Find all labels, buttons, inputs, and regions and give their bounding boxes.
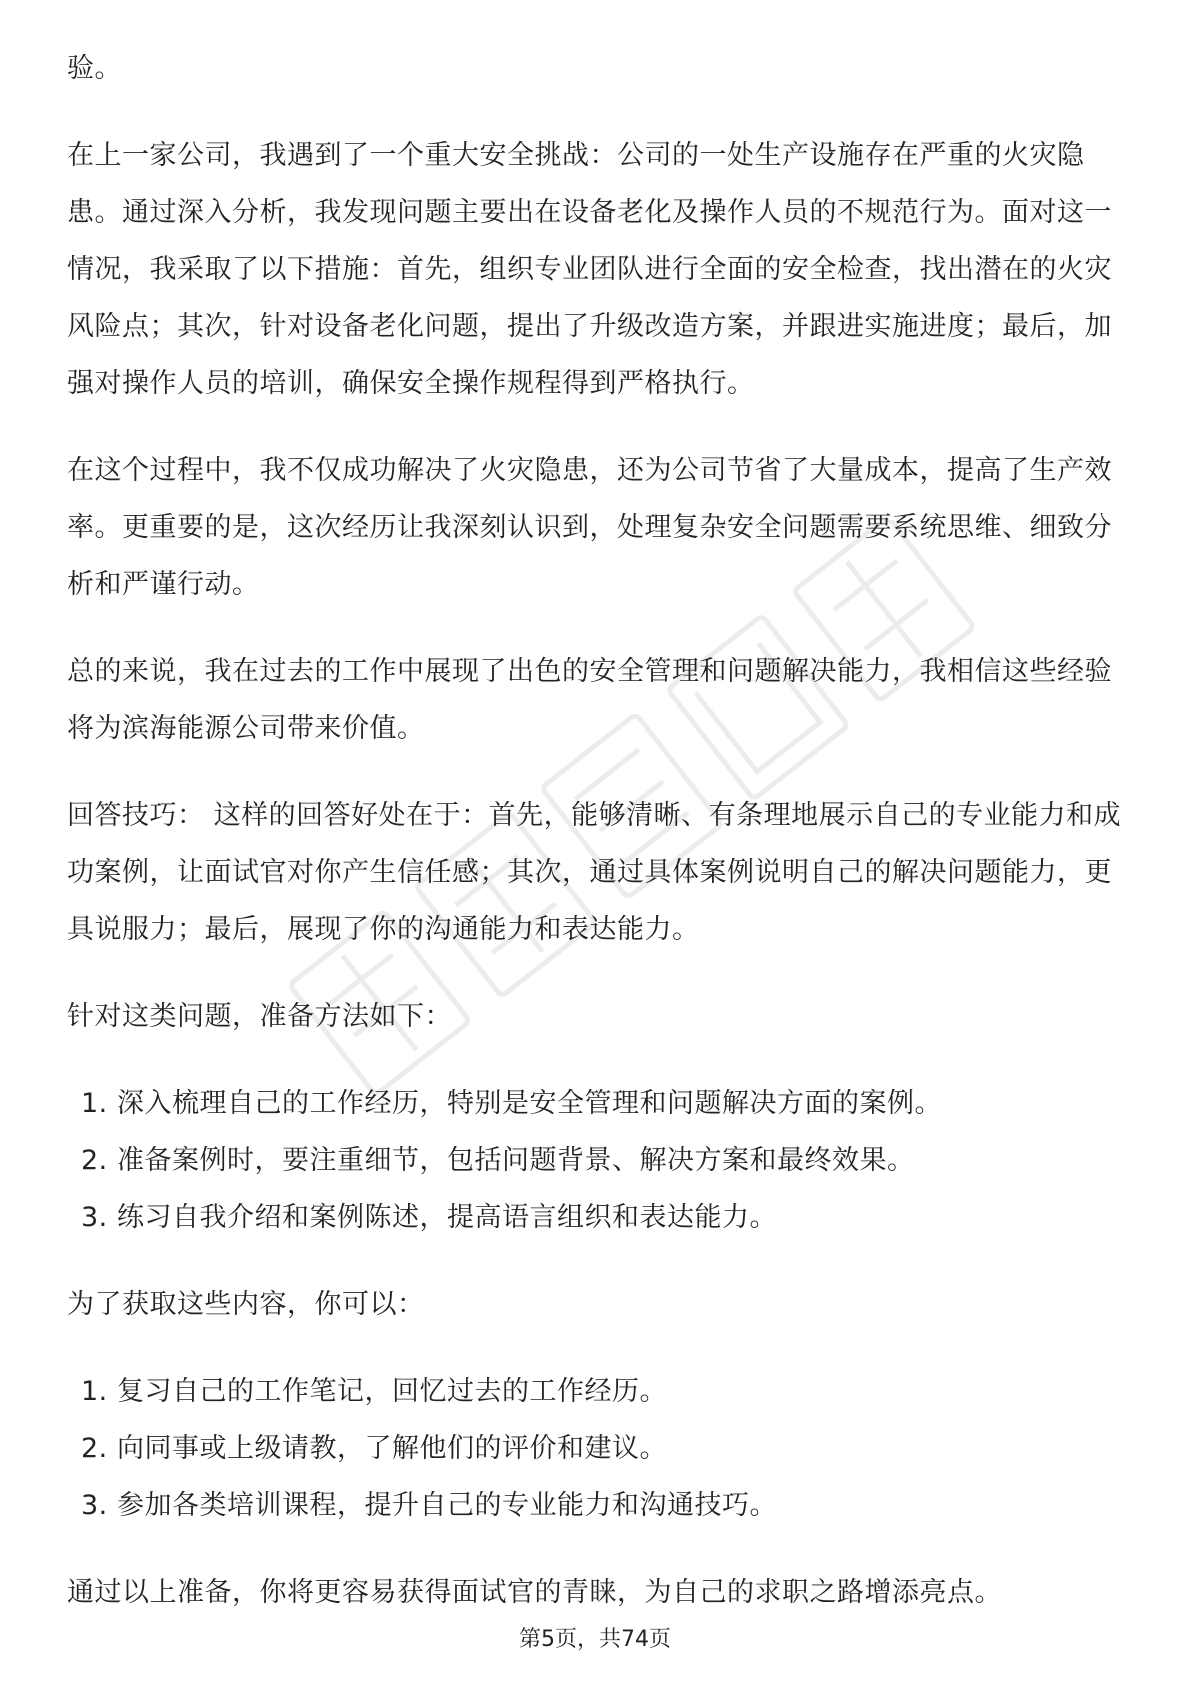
paragraph-continuation: 验。: [67, 53, 122, 84]
paragraph-acquire-intro: 为了获取这些内容，你可以：: [67, 1289, 425, 1320]
list-number: 3.: [81, 1202, 108, 1233]
list-item: [67, 1075, 1127, 1132]
paragraph-challenge: 在上一家公司，我遇到了一个重大安全挑战：公司的一处生产设施存在严重的火灾隐患。通过深入分析，我发现问题主要出在设备老化及操作人员的不规范行为。面对这一情况，我采取了以下措施：首先，组织专业团队进行全面的安全检查，找出潜在的火灾风险点；其次，针对设备老化问题，提出了升级改造方案，并跟进实施进度；最后，加强对操作人员的培训，确保安全操作规程得到严格执行。: [67, 140, 1112, 399]
list-text: 准备案例时，要注重细节，包括问题背景、解决方案和最终效果。: [117, 1145, 915, 1176]
list-number: 1.: [81, 1376, 108, 1407]
list-text: 参加各类培训课程，提升自己的专业能力和沟通技巧。: [117, 1490, 777, 1521]
list-item: [67, 1363, 1127, 1420]
document-page: [67, 40, 1127, 1621]
list-number: 2.: [81, 1433, 108, 1464]
paragraph-closing: 通过以上准备，你将更容易获得面试官的青睐，为自己的求职之路增添亮点。: [67, 1577, 1002, 1608]
list-text: 向同事或上级请教，了解他们的评价和建议。: [117, 1433, 667, 1464]
paragraph-prep-intro: 针对这类问题，准备方法如下：: [67, 1001, 452, 1032]
list-number: 1.: [81, 1088, 108, 1119]
list-text: 深入梳理自己的工作经历，特别是安全管理和问题解决方面的案例。: [117, 1088, 942, 1119]
list-text: 练习自我介绍和案例陈述，提高语言组织和表达能力。: [117, 1202, 777, 1233]
prep-method-list: [67, 1075, 1127, 1246]
paragraph-outcome: 在这个过程中，我不仅成功解决了火灾隐患，还为公司节省了大量成本，提高了生产效率。更重要的是，这次经历让我深刻认识到，处理复杂安全问题需要系统思维、细致分析和严谨行动。: [67, 455, 1112, 600]
list-number: 3.: [81, 1490, 108, 1521]
list-item: [67, 1420, 1127, 1477]
acquire-content-list: [67, 1363, 1127, 1534]
paragraph-answer-tips: 回答技巧： 这样的回答好处在于：首先，能够清晰、有条理地展示自己的专业能力和成功案例，让面试官对你产生信任感；其次，通过具体案例说明自己的解决问题能力，更具说服力；最后，展现了你的沟通能力和表达能力。: [67, 800, 1122, 945]
list-text: 复习自己的工作笔记，回忆过去的工作经历。: [117, 1376, 667, 1407]
paragraph-summary: 总的来说，我在过去的工作中展现了出色的安全管理和问题解决能力，我相信这些经验将为滨海能源公司带来价值。: [67, 656, 1112, 744]
list-item: [67, 1189, 1127, 1246]
list-number: 2.: [81, 1145, 108, 1176]
list-item: [67, 1132, 1127, 1189]
page-footer: 第5页，共74页: [519, 1627, 671, 1652]
list-item: [67, 1477, 1127, 1534]
